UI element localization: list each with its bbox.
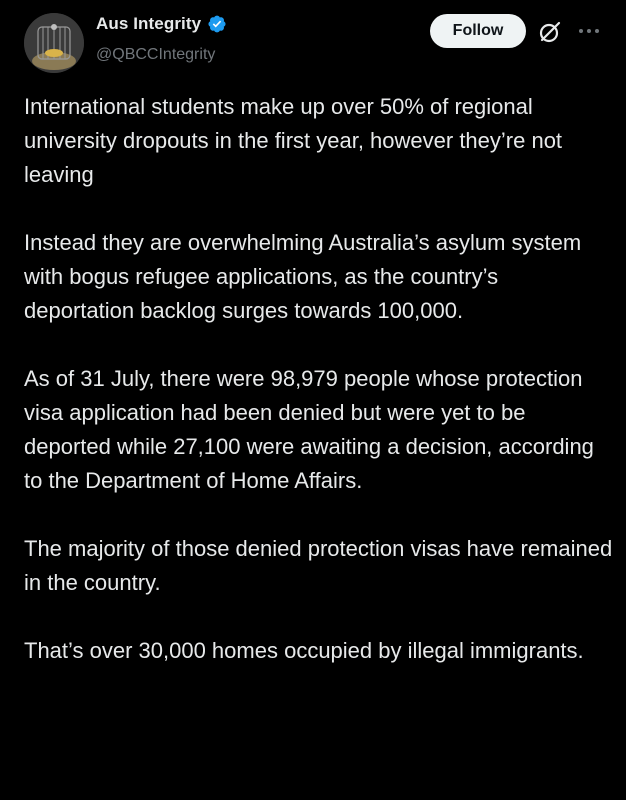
tweet-paragraph: As of 31 July, there were 98,979 people whose protection visa application had been denied but were yet to be deported while 27,100 were awaiting a decision, according to the Department of Home Affairs. (24, 366, 594, 493)
more-icon[interactable] (576, 19, 602, 43)
grok-icon[interactable] (536, 18, 564, 46)
tweet-paragraph: The majority of those denied protection visas have remained in the country. (24, 536, 613, 595)
tweet-paragraph: That’s over 30,000 homes occupied by illegal immigrants. (24, 638, 584, 663)
author-display-name[interactable]: Aus Integrity (96, 14, 202, 33)
tweet-text (24, 90, 614, 702)
avatar[interactable] (24, 13, 84, 73)
tweet-paragraph: Instead they are overwhelming Australia’s asylum system with bogus refugee applications, as the country’s deportation backlog surges towards 100,000. (24, 230, 582, 323)
author-handle[interactable]: @QBCCIntegrity (96, 46, 216, 63)
verified-badge-icon (207, 14, 227, 34)
tweet-header (0, 0, 626, 80)
tweet-paragraph: International students make up over 50% of regional university dropouts in the first year, however they’re not leaving (24, 94, 563, 187)
author-name-row (96, 14, 227, 34)
follow-button[interactable]: Follow (430, 14, 526, 48)
